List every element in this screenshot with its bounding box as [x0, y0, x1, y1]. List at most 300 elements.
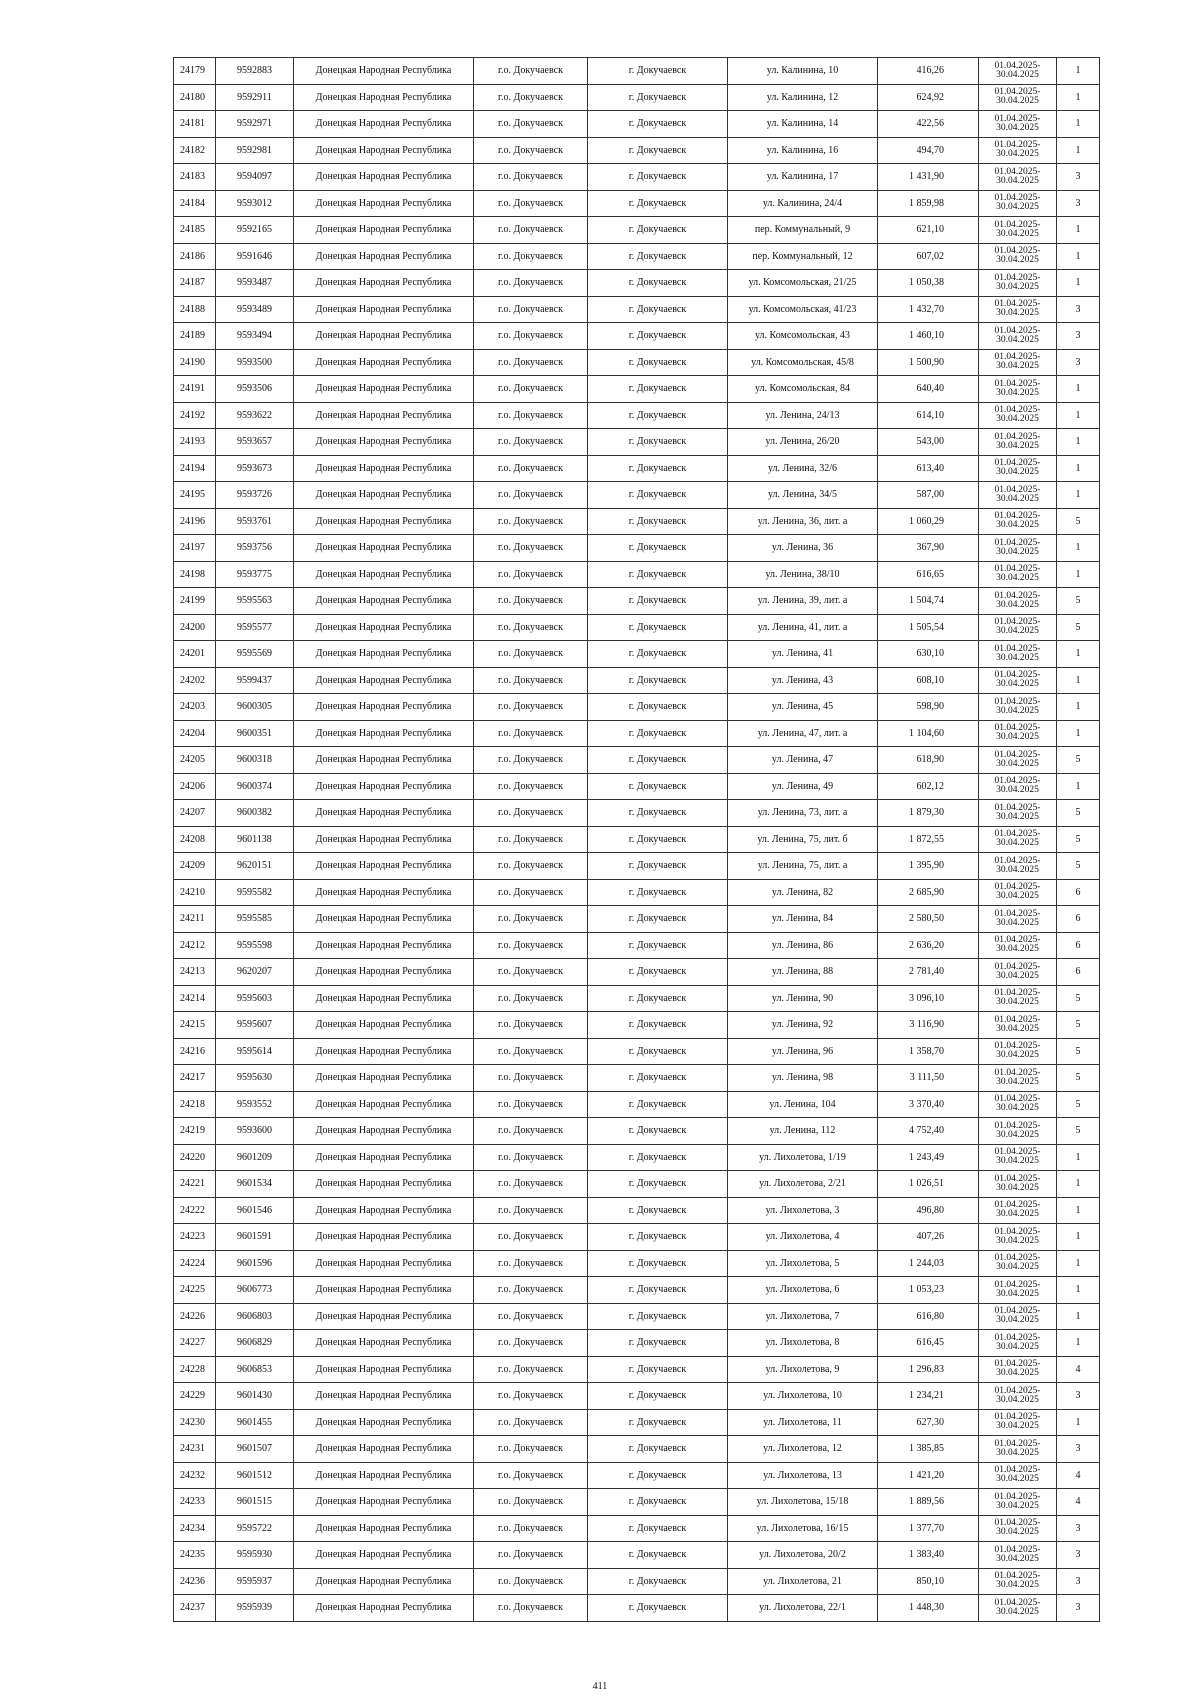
cell-row-number: 24231: [174, 1436, 216, 1463]
cell-row-number: 24207: [174, 800, 216, 827]
cell-row-number: 24216: [174, 1038, 216, 1065]
cell-region: Донецкая Народная Республика: [294, 1303, 474, 1330]
cell-address: ул. Калинина, 14: [728, 111, 878, 138]
cell-row-number: 24192: [174, 402, 216, 429]
cell-row-number: 24230: [174, 1409, 216, 1436]
cell-count: 1: [1057, 1250, 1100, 1277]
cell-count: 1: [1057, 1171, 1100, 1198]
cell-settlement: г. Докучаевск: [588, 1356, 728, 1383]
table-row: [174, 1462, 1100, 1489]
cell-settlement: г. Докучаевск: [588, 853, 728, 880]
table-row: [174, 985, 1100, 1012]
cell-count: 1: [1057, 1144, 1100, 1171]
cell-count: 1: [1057, 217, 1100, 244]
cell-settlement: г. Докучаевск: [588, 376, 728, 403]
cell-region: Донецкая Народная Республика: [294, 376, 474, 403]
cell-area: 627,30: [878, 1409, 979, 1436]
cell-object-id: 9595607: [216, 1012, 294, 1039]
cell-row-number: 24215: [174, 1012, 216, 1039]
cell-address: ул. Ленина, 98: [728, 1065, 878, 1092]
table-row: [174, 720, 1100, 747]
table-row: [174, 1489, 1100, 1516]
cell-period: 01.04.2025- 30.04.2025: [979, 84, 1057, 111]
cell-row-number: 24188: [174, 296, 216, 323]
cell-area: 616,45: [878, 1330, 979, 1357]
cell-municipal-district: г.о. Докучаевск: [474, 535, 588, 562]
table-row: [174, 1303, 1100, 1330]
cell-region: Донецкая Народная Республика: [294, 58, 474, 85]
cell-count: 1: [1057, 561, 1100, 588]
table-row: [174, 1436, 1100, 1463]
cell-period: 01.04.2025- 30.04.2025: [979, 985, 1057, 1012]
cell-object-id: 9601507: [216, 1436, 294, 1463]
cell-area: 1 060,29: [878, 508, 979, 535]
cell-row-number: 24227: [174, 1330, 216, 1357]
cell-count: 3: [1057, 323, 1100, 350]
table-row: [174, 508, 1100, 535]
cell-municipal-district: г.о. Докучаевск: [474, 1383, 588, 1410]
cell-address: ул. Калинина, 10: [728, 58, 878, 85]
cell-settlement: г. Докучаевск: [588, 747, 728, 774]
cell-area: 422,56: [878, 111, 979, 138]
cell-municipal-district: г.о. Докучаевск: [474, 1489, 588, 1516]
cell-count: 1: [1057, 1303, 1100, 1330]
cell-address: ул. Ленина, 43: [728, 667, 878, 694]
cell-settlement: г. Докучаевск: [588, 588, 728, 615]
table-row: [174, 455, 1100, 482]
cell-address: ул. Ленина, 92: [728, 1012, 878, 1039]
cell-municipal-district: г.о. Докучаевск: [474, 1356, 588, 1383]
table-row: [174, 641, 1100, 668]
cell-area: 3 111,50: [878, 1065, 979, 1092]
cell-address: ул. Калинина, 12: [728, 84, 878, 111]
cell-region: Донецкая Народная Республика: [294, 720, 474, 747]
cell-count: 1: [1057, 243, 1100, 270]
cell-address: ул. Лихолетова, 21: [728, 1568, 878, 1595]
table-row: [174, 243, 1100, 270]
cell-settlement: г. Докучаевск: [588, 614, 728, 641]
cell-municipal-district: г.о. Докучаевск: [474, 720, 588, 747]
cell-region: Донецкая Народная Республика: [294, 1224, 474, 1251]
cell-area: 1 432,70: [878, 296, 979, 323]
cell-settlement: г. Докучаевск: [588, 508, 728, 535]
cell-settlement: г. Докучаевск: [588, 1515, 728, 1542]
cell-address: ул. Ленина, 75, лит. б: [728, 826, 878, 853]
table-row: [174, 1330, 1100, 1357]
cell-area: 1 421,20: [878, 1462, 979, 1489]
cell-region: Донецкая Народная Республика: [294, 959, 474, 986]
cell-area: 496,80: [878, 1197, 979, 1224]
cell-period: 01.04.2025- 30.04.2025: [979, 1356, 1057, 1383]
cell-object-id: 9594097: [216, 164, 294, 191]
cell-settlement: г. Докучаевск: [588, 455, 728, 482]
cell-period: 01.04.2025- 30.04.2025: [979, 1436, 1057, 1463]
cell-settlement: г. Докучаевск: [588, 1436, 728, 1463]
cell-address: ул. Ленина, 112: [728, 1118, 878, 1145]
cell-address: ул. Лихолетова, 3: [728, 1197, 878, 1224]
cell-object-id: 9592911: [216, 84, 294, 111]
cell-row-number: 24229: [174, 1383, 216, 1410]
cell-count: 1: [1057, 694, 1100, 721]
cell-object-id: 9593600: [216, 1118, 294, 1145]
table-row: [174, 164, 1100, 191]
cell-object-id: 9600374: [216, 773, 294, 800]
cell-count: 1: [1057, 667, 1100, 694]
cell-region: Донецкая Народная Республика: [294, 508, 474, 535]
cell-region: Донецкая Народная Республика: [294, 1197, 474, 1224]
cell-count: 5: [1057, 508, 1100, 535]
cell-object-id: 9601546: [216, 1197, 294, 1224]
cell-area: 1 026,51: [878, 1171, 979, 1198]
cell-municipal-district: г.о. Докучаевск: [474, 1303, 588, 1330]
cell-region: Донецкая Народная Республика: [294, 1038, 474, 1065]
cell-row-number: 24199: [174, 588, 216, 615]
cell-settlement: г. Докучаевск: [588, 58, 728, 85]
cell-period: 01.04.2025- 30.04.2025: [979, 243, 1057, 270]
cell-municipal-district: г.о. Докучаевск: [474, 84, 588, 111]
cell-municipal-district: г.о. Докучаевск: [474, 959, 588, 986]
cell-address: ул. Ленина, 82: [728, 879, 878, 906]
cell-settlement: г. Докучаевск: [588, 137, 728, 164]
cell-area: 1 395,90: [878, 853, 979, 880]
table-row: [174, 137, 1100, 164]
cell-address: ул. Ленина, 26/20: [728, 429, 878, 456]
cell-region: Донецкая Народная Республика: [294, 853, 474, 880]
cell-period: 01.04.2025- 30.04.2025: [979, 190, 1057, 217]
cell-address: ул. Ленина, 104: [728, 1091, 878, 1118]
cell-address: ул. Лихолетова, 1/19: [728, 1144, 878, 1171]
cell-region: Донецкая Народная Республика: [294, 614, 474, 641]
cell-area: 598,90: [878, 694, 979, 721]
cell-period: 01.04.2025- 30.04.2025: [979, 137, 1057, 164]
cell-settlement: г. Докучаевск: [588, 1038, 728, 1065]
cell-address: ул. Ленина, 41: [728, 641, 878, 668]
cell-area: 1 889,56: [878, 1489, 979, 1516]
cell-row-number: 24232: [174, 1462, 216, 1489]
cell-count: 6: [1057, 906, 1100, 933]
cell-settlement: г. Докучаевск: [588, 1144, 728, 1171]
table-row: [174, 482, 1100, 509]
cell-address: ул. Комсомольская, 21/25: [728, 270, 878, 297]
cell-count: 1: [1057, 111, 1100, 138]
cell-settlement: г. Докучаевск: [588, 535, 728, 562]
cell-settlement: г. Докучаевск: [588, 111, 728, 138]
cell-settlement: г. Докучаевск: [588, 1012, 728, 1039]
cell-municipal-district: г.о. Докучаевск: [474, 164, 588, 191]
cell-area: 1 431,90: [878, 164, 979, 191]
table-row: [174, 1144, 1100, 1171]
cell-municipal-district: г.о. Докучаевск: [474, 1038, 588, 1065]
cell-count: 3: [1057, 1383, 1100, 1410]
cell-period: 01.04.2025- 30.04.2025: [979, 1171, 1057, 1198]
cell-row-number: 24211: [174, 906, 216, 933]
cell-row-number: 24226: [174, 1303, 216, 1330]
cell-settlement: г. Докучаевск: [588, 1462, 728, 1489]
cell-address: ул. Калинина, 24/4: [728, 190, 878, 217]
table-row: [174, 1065, 1100, 1092]
table-row: [174, 111, 1100, 138]
cell-settlement: г. Докучаевск: [588, 879, 728, 906]
cell-period: 01.04.2025- 30.04.2025: [979, 164, 1057, 191]
cell-area: 587,00: [878, 482, 979, 509]
cell-object-id: 9595614: [216, 1038, 294, 1065]
cell-object-id: 9593494: [216, 323, 294, 350]
cell-period: 01.04.2025- 30.04.2025: [979, 588, 1057, 615]
cell-row-number: 24190: [174, 349, 216, 376]
cell-municipal-district: г.о. Докучаевск: [474, 1012, 588, 1039]
cell-region: Донецкая Народная Республика: [294, 773, 474, 800]
cell-municipal-district: г.о. Докучаевск: [474, 270, 588, 297]
cell-settlement: г. Докучаевск: [588, 164, 728, 191]
cell-object-id: 9595603: [216, 985, 294, 1012]
cell-object-id: 9595585: [216, 906, 294, 933]
cell-address: ул. Ленина, 38/10: [728, 561, 878, 588]
cell-count: 6: [1057, 959, 1100, 986]
table-row: [174, 561, 1100, 588]
cell-municipal-district: г.о. Докучаевск: [474, 1065, 588, 1092]
cell-region: Донецкая Народная Республика: [294, 455, 474, 482]
cell-period: 01.04.2025- 30.04.2025: [979, 1489, 1057, 1516]
cell-object-id: 9592981: [216, 137, 294, 164]
cell-area: 1 050,38: [878, 270, 979, 297]
cell-area: 3 096,10: [878, 985, 979, 1012]
cell-municipal-district: г.о. Докучаевск: [474, 1171, 588, 1198]
cell-row-number: 24206: [174, 773, 216, 800]
cell-object-id: 9595630: [216, 1065, 294, 1092]
cell-object-id: 9593012: [216, 190, 294, 217]
cell-settlement: г. Докучаевск: [588, 667, 728, 694]
cell-row-number: 24189: [174, 323, 216, 350]
cell-municipal-district: г.о. Докучаевск: [474, 58, 588, 85]
cell-object-id: 9595582: [216, 879, 294, 906]
table-row: [174, 429, 1100, 456]
cell-row-number: 24224: [174, 1250, 216, 1277]
cell-settlement: г. Докучаевск: [588, 800, 728, 827]
cell-municipal-district: г.о. Докучаевск: [474, 773, 588, 800]
cell-address: ул. Лихолетова, 12: [728, 1436, 878, 1463]
cell-municipal-district: г.о. Докучаевск: [474, 1224, 588, 1251]
cell-period: 01.04.2025- 30.04.2025: [979, 270, 1057, 297]
cell-address: ул. Комсомольская, 41/23: [728, 296, 878, 323]
cell-object-id: 9592971: [216, 111, 294, 138]
cell-count: 1: [1057, 58, 1100, 85]
cell-count: 5: [1057, 985, 1100, 1012]
cell-count: 5: [1057, 1091, 1100, 1118]
cell-settlement: г. Докучаевск: [588, 694, 728, 721]
table-row: [174, 1515, 1100, 1542]
cell-object-id: 9593487: [216, 270, 294, 297]
cell-region: Донецкая Народная Республика: [294, 1409, 474, 1436]
cell-row-number: 24217: [174, 1065, 216, 1092]
cell-area: 1 104,60: [878, 720, 979, 747]
cell-object-id: 9592883: [216, 58, 294, 85]
cell-municipal-district: г.о. Докучаевск: [474, 190, 588, 217]
cell-region: Донецкая Народная Республика: [294, 243, 474, 270]
cell-settlement: г. Докучаевск: [588, 1065, 728, 1092]
cell-settlement: г. Докучаевск: [588, 1568, 728, 1595]
cell-settlement: г. Докучаевск: [588, 1303, 728, 1330]
cell-area: 2 685,90: [878, 879, 979, 906]
cell-row-number: 24182: [174, 137, 216, 164]
cell-row-number: 24233: [174, 1489, 216, 1516]
table-row: [174, 747, 1100, 774]
cell-area: 1 053,23: [878, 1277, 979, 1304]
table-row: [174, 1118, 1100, 1145]
cell-region: Донецкая Народная Республика: [294, 1144, 474, 1171]
table-row: [174, 694, 1100, 721]
cell-area: 616,80: [878, 1303, 979, 1330]
cell-address: ул. Лихолетова, 2/21: [728, 1171, 878, 1198]
cell-settlement: г. Докучаевск: [588, 1277, 728, 1304]
table-row: [174, 1277, 1100, 1304]
cell-count: 5: [1057, 800, 1100, 827]
cell-address: ул. Лихолетова, 5: [728, 1250, 878, 1277]
cell-area: 618,90: [878, 747, 979, 774]
registry-table: [173, 57, 1100, 1622]
cell-address: ул. Комсомольская, 45/8: [728, 349, 878, 376]
cell-area: 1 296,83: [878, 1356, 979, 1383]
cell-address: ул. Ленина, 47, лит. а: [728, 720, 878, 747]
cell-area: 3 370,40: [878, 1091, 979, 1118]
cell-row-number: 24235: [174, 1542, 216, 1569]
cell-address: ул. Ленина, 32/6: [728, 455, 878, 482]
cell-municipal-district: г.о. Докучаевск: [474, 296, 588, 323]
cell-count: 5: [1057, 853, 1100, 880]
cell-region: Донецкая Народная Республика: [294, 932, 474, 959]
cell-object-id: 9593756: [216, 535, 294, 562]
table-row: [174, 1356, 1100, 1383]
table-row: [174, 1409, 1100, 1436]
cell-municipal-district: г.о. Докучаевск: [474, 694, 588, 721]
cell-area: 494,70: [878, 137, 979, 164]
cell-municipal-district: г.о. Докучаевск: [474, 1250, 588, 1277]
cell-address: ул. Ленина, 73, лит. а: [728, 800, 878, 827]
cell-count: 1: [1057, 270, 1100, 297]
cell-address: ул. Комсомольская, 43: [728, 323, 878, 350]
table-row: [174, 773, 1100, 800]
table-row: [174, 932, 1100, 959]
cell-area: 640,40: [878, 376, 979, 403]
cell-settlement: г. Докучаевск: [588, 429, 728, 456]
cell-area: 616,65: [878, 561, 979, 588]
cell-period: 01.04.2025- 30.04.2025: [979, 667, 1057, 694]
cell-settlement: г. Докучаевск: [588, 84, 728, 111]
cell-row-number: 24194: [174, 455, 216, 482]
table-body: [174, 58, 1100, 1622]
cell-object-id: 9593500: [216, 349, 294, 376]
cell-region: Донецкая Народная Республика: [294, 323, 474, 350]
cell-address: ул. Калинина, 17: [728, 164, 878, 191]
cell-period: 01.04.2025- 30.04.2025: [979, 455, 1057, 482]
cell-address: ул. Лихолетова, 15/18: [728, 1489, 878, 1516]
table-row: [174, 296, 1100, 323]
cell-settlement: г. Докучаевск: [588, 1197, 728, 1224]
cell-period: 01.04.2025- 30.04.2025: [979, 773, 1057, 800]
cell-settlement: г. Докучаевск: [588, 1409, 728, 1436]
cell-period: 01.04.2025- 30.04.2025: [979, 323, 1057, 350]
cell-row-number: 24210: [174, 879, 216, 906]
cell-area: 1 500,90: [878, 349, 979, 376]
cell-settlement: г. Докучаевск: [588, 1171, 728, 1198]
cell-area: 850,10: [878, 1568, 979, 1595]
cell-address: ул. Ленина, 36: [728, 535, 878, 562]
cell-region: Донецкая Народная Республика: [294, 164, 474, 191]
cell-address: ул. Ленина, 39, лит. а: [728, 588, 878, 615]
cell-municipal-district: г.о. Докучаевск: [474, 853, 588, 880]
cell-row-number: 24180: [174, 84, 216, 111]
cell-municipal-district: г.о. Докучаевск: [474, 1436, 588, 1463]
cell-row-number: 24196: [174, 508, 216, 535]
cell-object-id: 9601138: [216, 826, 294, 853]
table-row: [174, 349, 1100, 376]
cell-count: 1: [1057, 535, 1100, 562]
cell-region: Донецкая Народная Республика: [294, 535, 474, 562]
cell-period: 01.04.2025- 30.04.2025: [979, 1383, 1057, 1410]
cell-period: 01.04.2025- 30.04.2025: [979, 402, 1057, 429]
cell-period: 01.04.2025- 30.04.2025: [979, 535, 1057, 562]
cell-count: 1: [1057, 137, 1100, 164]
cell-region: Донецкая Народная Республика: [294, 270, 474, 297]
cell-count: 5: [1057, 1118, 1100, 1145]
cell-region: Донецкая Народная Республика: [294, 561, 474, 588]
cell-municipal-district: г.о. Докучаевск: [474, 1277, 588, 1304]
cell-row-number: 24218: [174, 1091, 216, 1118]
cell-area: 407,26: [878, 1224, 979, 1251]
cell-period: 01.04.2025- 30.04.2025: [979, 800, 1057, 827]
cell-period: 01.04.2025- 30.04.2025: [979, 879, 1057, 906]
cell-row-number: 24208: [174, 826, 216, 853]
cell-region: Донецкая Народная Республика: [294, 482, 474, 509]
cell-settlement: г. Докучаевск: [588, 720, 728, 747]
cell-object-id: 9606853: [216, 1356, 294, 1383]
cell-municipal-district: г.о. Докучаевск: [474, 508, 588, 535]
cell-settlement: г. Докучаевск: [588, 1489, 728, 1516]
cell-settlement: г. Докучаевск: [588, 349, 728, 376]
cell-object-id: 9593775: [216, 561, 294, 588]
cell-area: 614,10: [878, 402, 979, 429]
cell-row-number: 24203: [174, 694, 216, 721]
cell-address: ул. Ленина, 84: [728, 906, 878, 933]
cell-area: 1 234,21: [878, 1383, 979, 1410]
cell-count: 3: [1057, 1515, 1100, 1542]
cell-count: 6: [1057, 932, 1100, 959]
cell-row-number: 24184: [174, 190, 216, 217]
cell-period: 01.04.2025- 30.04.2025: [979, 906, 1057, 933]
cell-region: Донецкая Народная Республика: [294, 1383, 474, 1410]
cell-municipal-district: г.о. Докучаевск: [474, 137, 588, 164]
cell-municipal-district: г.о. Докучаевск: [474, 349, 588, 376]
cell-object-id: 9606773: [216, 1277, 294, 1304]
cell-object-id: 9601430: [216, 1383, 294, 1410]
cell-address: ул. Ленина, 36, лит. а: [728, 508, 878, 535]
cell-region: Донецкая Народная Республика: [294, 747, 474, 774]
cell-region: Донецкая Народная Республика: [294, 349, 474, 376]
cell-period: 01.04.2025- 30.04.2025: [979, 1012, 1057, 1039]
cell-period: 01.04.2025- 30.04.2025: [979, 482, 1057, 509]
cell-region: Донецкая Народная Республика: [294, 296, 474, 323]
cell-count: 5: [1057, 826, 1100, 853]
cell-address: ул. Ленина, 96: [728, 1038, 878, 1065]
cell-count: 5: [1057, 1038, 1100, 1065]
table-row: [174, 190, 1100, 217]
cell-municipal-district: г.о. Докучаевск: [474, 1542, 588, 1569]
cell-area: 1 244,03: [878, 1250, 979, 1277]
cell-settlement: г. Докучаевск: [588, 1383, 728, 1410]
cell-region: Донецкая Народная Республика: [294, 1065, 474, 1092]
cell-period: 01.04.2025- 30.04.2025: [979, 1515, 1057, 1542]
cell-count: 1: [1057, 720, 1100, 747]
cell-period: 01.04.2025- 30.04.2025: [979, 1409, 1057, 1436]
